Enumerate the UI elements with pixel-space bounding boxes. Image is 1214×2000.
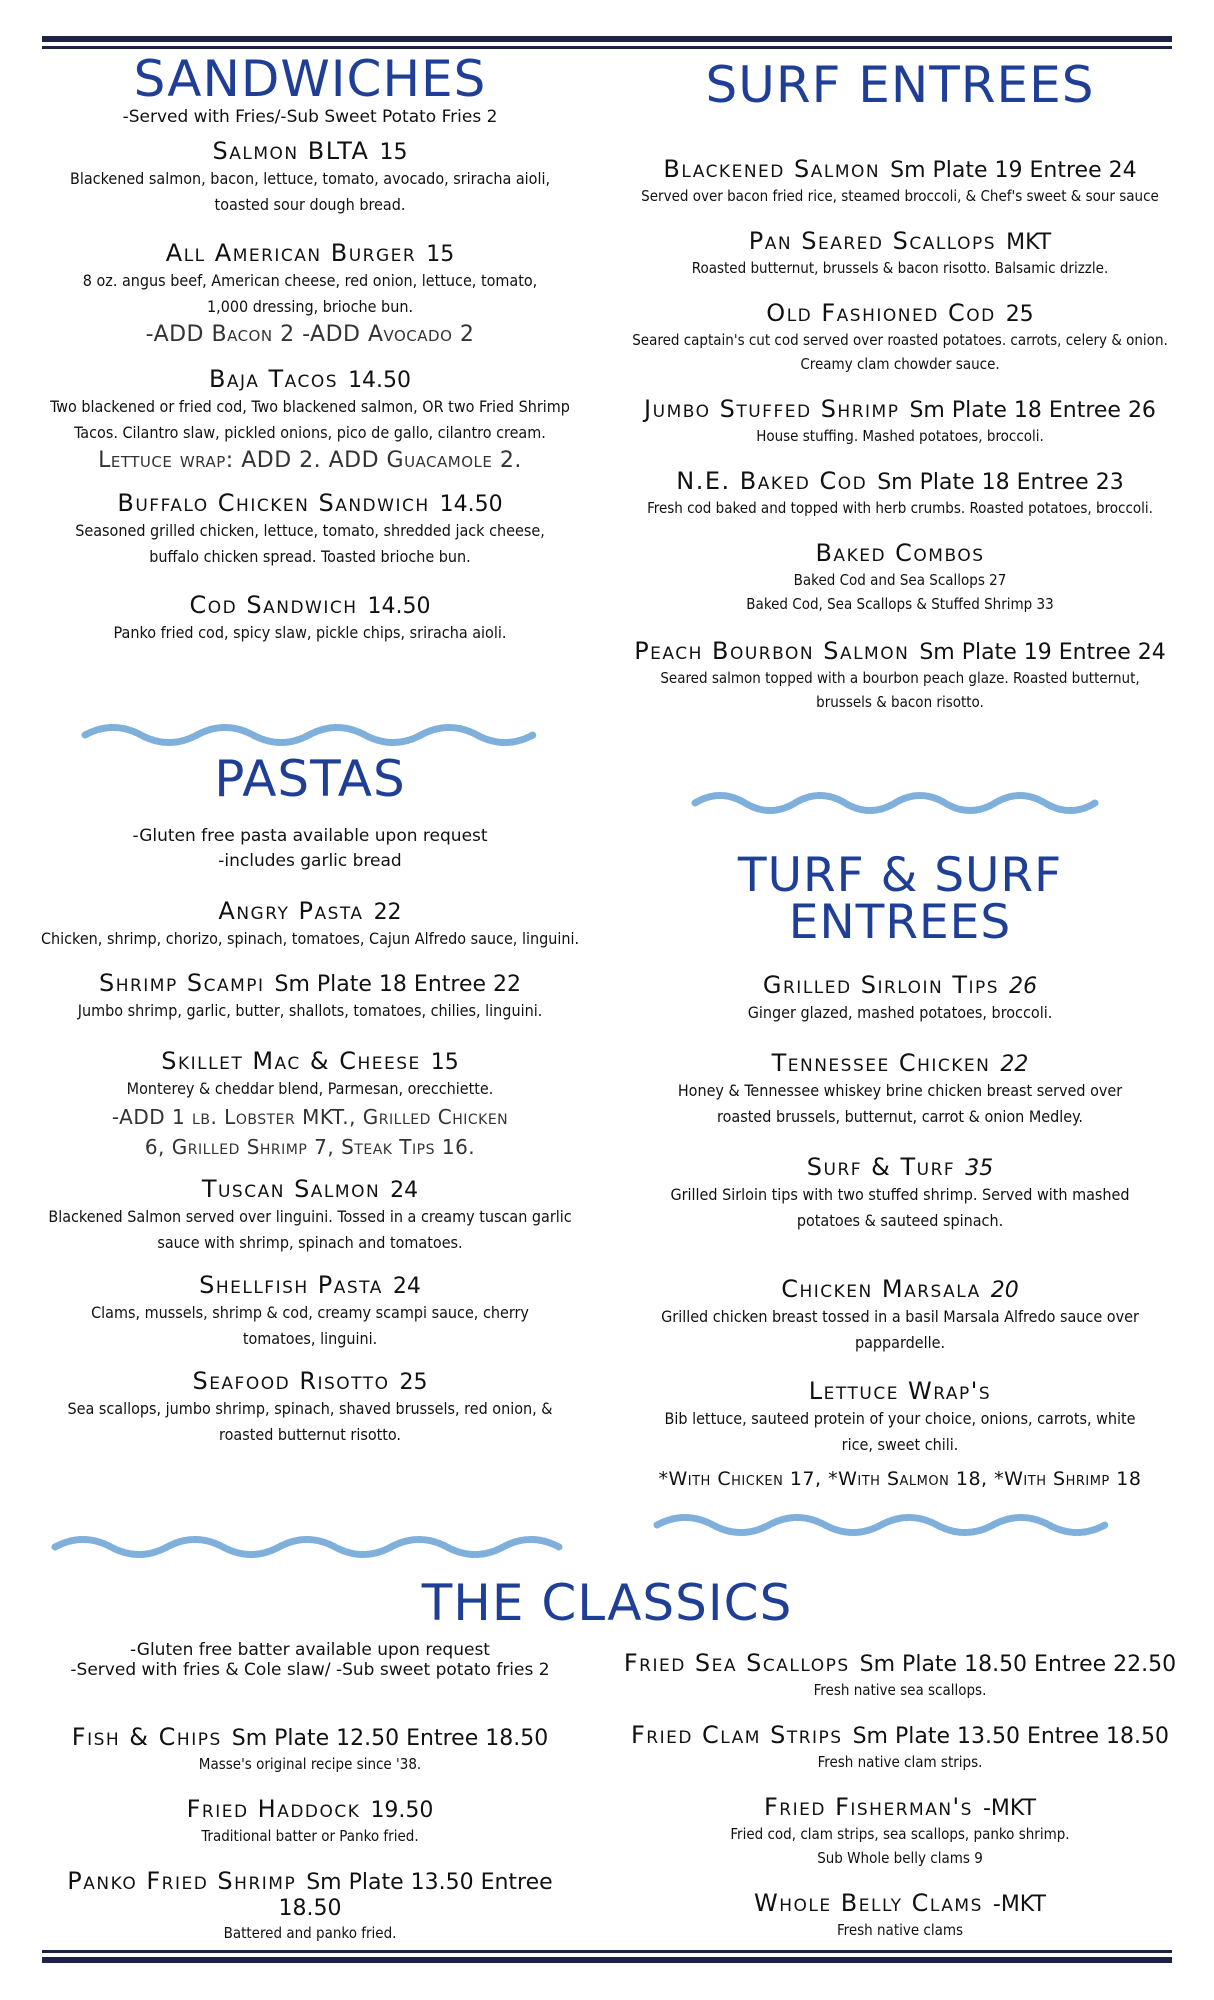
pastas-note: -Gluten free pasta available upon request <box>132 826 488 846</box>
menu-item <box>40 364 580 476</box>
menu-item <box>620 1648 1180 1702</box>
item-description: Blackened Salmon served over linguini. Tossed in a creamy tuscan garlic sauce with shrimp, spinach and tomatoes. <box>48 1207 572 1252</box>
item-addon: -ADD Bacon 2 -ADD Avocado 2 <box>145 322 475 347</box>
item-price: 15 <box>430 1050 459 1075</box>
item-name: Baja Tacos <box>208 365 339 393</box>
item-price: 22 <box>1000 1052 1029 1077</box>
item-name: Chicken Marsala <box>781 1275 981 1303</box>
bottom-rule-thick <box>42 1957 1172 1963</box>
classics-heading-wrap <box>0 1574 1214 1632</box>
item-name: Blackened Salmon <box>663 155 881 183</box>
item-name: Peach Bourbon Salmon <box>634 637 910 665</box>
menu-item <box>40 488 580 570</box>
item-description: Traditional batter or Panko fried. <box>201 1827 419 1845</box>
item-description: Baked Cod, Sea Scallops & Stuffed Shrimp 33 <box>746 595 1054 613</box>
item-description: Fresh cod baked and topped with herb crumbs. Roasted potatoes, broccoli. <box>647 499 1153 517</box>
item-name: Fried Haddock <box>186 1795 361 1823</box>
item-price: 15 <box>426 242 455 267</box>
menu-item <box>620 154 1180 208</box>
menu-item <box>620 538 1180 616</box>
item-price: 14.50 <box>367 594 431 619</box>
classics-note: -Served with fries & Cole slaw/ -Sub sweet potato fries 2 <box>70 1660 550 1680</box>
item-price: 25 <box>1005 302 1034 327</box>
item-description: Chicken, shrimp, chorizo, spinach, tomatoes, Cajun Alfredo sauce, linguini. <box>40 929 580 948</box>
menu-item <box>40 896 580 952</box>
menu-item <box>620 1274 1180 1356</box>
item-description: Fresh native clam strips. <box>817 1753 983 1771</box>
rope-divider-icon <box>80 718 540 752</box>
item-description: Fresh native clams <box>836 1921 964 1939</box>
item-price: Sm Plate 13.50 Entree 18.50 <box>278 1870 553 1921</box>
item-description: Panko fried cod, spicy slaw, pickle chips, sriracha aioli. <box>113 623 507 642</box>
menu-item <box>620 1152 1180 1234</box>
pastas-section <box>40 750 580 1448</box>
menu-item <box>40 968 580 1024</box>
item-description: Served over bacon fried rice, steamed broccoli, & Chef's sweet & sour sauce <box>641 187 1159 205</box>
item-name: Buffalo Chicken Sandwich <box>117 489 430 517</box>
item-price: 20 <box>990 1278 1019 1303</box>
menu-item <box>620 1048 1180 1130</box>
sandwiches-note: -Served with Fries/-Sub Sweet Potato Fries 2 <box>122 107 498 127</box>
menu-item <box>40 1174 580 1256</box>
item-name: Angry Pasta <box>218 897 364 925</box>
turf-heading: TURF & SURF ENTREES <box>737 848 1063 950</box>
menu-item <box>620 970 1180 1026</box>
top-rule-thick <box>42 36 1172 42</box>
item-price: 19.50 <box>370 1798 434 1823</box>
sandwiches-heading: SANDWICHES <box>133 50 487 108</box>
item-description: Roasted butternut, brussels & bacon risotto. Balsamic drizzle. <box>691 259 1109 277</box>
item-name: Salmon BLTA <box>212 137 370 165</box>
item-description: Seared captain's cut cod served over roasted potatoes. carrots, celery & onion. Creamy clam chowder sauce. <box>632 331 1168 373</box>
item-name: Panko Fried Shrimp <box>67 1867 297 1895</box>
item-price: 25 <box>399 1370 428 1395</box>
menu-item <box>40 1794 580 1848</box>
item-description: House stuffing. Mashed potatoes, broccoli. <box>756 427 1044 445</box>
item-price: Sm Plate 13.50 Entree 18.50 <box>852 1724 1170 1749</box>
bottom-rule-thin <box>42 1950 1172 1953</box>
item-description: Honey & Tennessee whiskey brine chicken breast served over roasted brussels, butternut, carrot & onion Medley. <box>677 1081 1123 1126</box>
item-name: All American Burger <box>165 239 417 267</box>
item-price: -MKT <box>992 1892 1046 1917</box>
item-name: Tennessee Chicken <box>771 1049 991 1077</box>
menu-item <box>40 238 580 350</box>
item-description: Seasoned grilled chicken, lettuce, tomato, shredded jack cheese, buffalo chicken spread. Toasted brioche bun. <box>75 521 545 566</box>
item-price: MKT <box>1006 230 1052 255</box>
item-name: Fried Clam Strips <box>630 1721 843 1749</box>
item-description: Two blackened or fried cod, Two blackened salmon, OR two Fried Shrimp Tacos. Cilantro slaw, pickled onions, pico de gallo, cilantro cream. <box>50 397 570 442</box>
item-name: Old Fashioned Cod <box>766 299 996 327</box>
item-description: Sea scallops, jumbo shrimp, spinach, shaved brussels, red onion, & roasted butternut risotto. <box>67 1399 553 1444</box>
item-name: Tuscan Salmon <box>201 1175 381 1203</box>
item-price: Sm Plate 18.50 Entree 22.50 <box>859 1652 1177 1677</box>
classics-right-column <box>620 1648 1180 1942</box>
top-rule-thin <box>42 46 1172 49</box>
menu-item <box>620 636 1180 714</box>
item-description: Baked Cod and Sea Scallops 27 <box>793 571 1007 589</box>
item-price: Sm Plate 18 Entree 26 <box>909 398 1156 423</box>
item-price: 24 <box>392 1274 421 1299</box>
item-name: Grilled Sirloin Tips <box>762 971 1000 999</box>
item-description: Battered and panko fried. <box>223 1924 397 1942</box>
item-description: Blackened salmon, bacon, lettuce, tomato, avocado, sriracha aioli, toasted sour dough bread. <box>69 169 551 214</box>
item-price: 15 <box>379 140 408 165</box>
item-description: Bib lettuce, sauteed protein of your choice, onions, carrots, white rice, sweet chili. <box>664 1409 1136 1454</box>
menu-item <box>620 394 1180 448</box>
item-name: Fish & Chips <box>71 1723 222 1751</box>
item-name: Shrimp Scampi <box>98 969 265 997</box>
item-name: Skillet Mac & Cheese <box>161 1047 421 1075</box>
menu-item <box>40 136 580 218</box>
item-price: 14.50 <box>439 492 503 517</box>
item-name: Fried Fisherman's <box>763 1793 973 1821</box>
item-price: Sm Plate 18 Entree 22 <box>274 972 522 997</box>
rope-divider-icon <box>50 1530 570 1564</box>
item-name: Seafood Risotto <box>192 1367 390 1395</box>
surf-heading: SURF ENTREES <box>705 56 1095 114</box>
item-price: 22 <box>373 900 402 925</box>
sandwiches-section <box>40 50 580 646</box>
menu-item <box>620 1888 1180 1942</box>
menu-item <box>40 1366 580 1448</box>
menu-item <box>40 1722 580 1776</box>
item-addon: -ADD 1 lb. Lobster MKT., Grilled Chicken 6, Grilled Shrimp 7, Steak Tips 16. <box>111 1105 509 1159</box>
item-name: N.E. Baked Cod <box>676 467 868 495</box>
item-name: Lettuce Wrap's <box>808 1377 992 1405</box>
menu-item <box>620 466 1180 520</box>
item-description: Clams, mussels, shrimp & cod, creamy scampi sauce, cherry tomatoes, linguini. <box>91 1303 529 1348</box>
turf-surf-section <box>620 848 1180 1494</box>
item-description: Ginger glazed, mashed potatoes, broccoli. <box>747 1003 1053 1022</box>
menu-item <box>620 1720 1180 1774</box>
menu-item <box>40 1270 580 1352</box>
item-name: Jumbo Stuffed Shrimp <box>644 395 900 423</box>
item-name: Cod Sandwich <box>189 591 358 619</box>
item-name: Whole Belly Clams <box>754 1889 983 1917</box>
item-price: 14.50 <box>348 368 412 393</box>
item-description: Fried cod, clam strips, sea scallops, panko shrimp. <box>730 1825 1070 1843</box>
menu-item <box>620 1376 1180 1494</box>
classics-note: -Gluten free batter available upon request <box>130 1640 490 1660</box>
rope-divider-icon <box>690 786 1100 820</box>
item-description: Seared salmon topped with a bourbon peach glaze. Roasted butternut, brussels & bacon risotto. <box>660 669 1140 711</box>
menu-item <box>40 590 580 646</box>
item-name: Shellfish Pasta <box>199 1271 383 1299</box>
menu-item <box>620 226 1180 280</box>
item-price: Sm Plate 12.50 Entree 18.50 <box>231 1726 549 1751</box>
item-price: Sm Plate 18 Entree 23 <box>877 470 1124 495</box>
surf-entrees-section <box>620 56 1180 714</box>
item-name: Fried Sea Scallops <box>623 1649 850 1677</box>
item-description: Jumbo shrimp, garlic, butter, shallots, tomatoes, chilies, linguini. <box>77 1001 543 1020</box>
menu-item <box>620 1792 1180 1870</box>
classics-heading: THE CLASSICS <box>421 1574 793 1632</box>
menu-item <box>40 1866 580 1945</box>
item-price: Sm Plate 19 Entree 24 <box>890 158 1137 183</box>
item-description: 8 oz. angus beef, American cheese, red onion, lettuce, tomato, 1,000 dressing, brioche bun. <box>82 271 538 316</box>
item-price: -MKT <box>982 1796 1037 1821</box>
item-name: Surf & Turf <box>806 1153 956 1181</box>
item-name: Baked Combos <box>815 539 985 567</box>
item-description: Grilled chicken breast tossed in a basil Marsala Alfredo sauce over pappardelle. <box>661 1307 1139 1352</box>
menu-item <box>40 1046 580 1162</box>
item-description: Fresh native sea scallops. <box>813 1681 987 1699</box>
item-description: Monterey & cheddar blend, Parmesan, orecchiette. <box>126 1079 494 1098</box>
menu-item <box>620 298 1180 376</box>
item-price: 26 <box>1009 974 1038 999</box>
item-price: 35 <box>965 1156 994 1181</box>
item-price: Sm Plate 19 Entree 24 <box>919 640 1166 665</box>
pastas-heading: PASTAS <box>214 750 406 808</box>
item-addon: Lettuce wrap: ADD 2. ADD Guacamole 2. <box>98 448 522 473</box>
classics-left-column <box>40 1640 580 1945</box>
pastas-note: -includes garlic bread <box>218 851 402 871</box>
item-description: Masse's original recipe since '38. <box>198 1755 422 1773</box>
item-price: 24 <box>390 1178 419 1203</box>
rope-divider-icon <box>652 1508 1122 1542</box>
item-description: Grilled Sirloin tips with two stuffed shrimp. Served with mashed potatoes & sauteed spinach. <box>670 1185 1130 1230</box>
item-addon: *With Chicken 17, *With Salmon 18, *With Shrimp 18 <box>658 1468 1142 1490</box>
item-name: Pan Seared Scallops <box>748 227 997 255</box>
item-description: Sub Whole belly clams 9 <box>817 1849 983 1867</box>
